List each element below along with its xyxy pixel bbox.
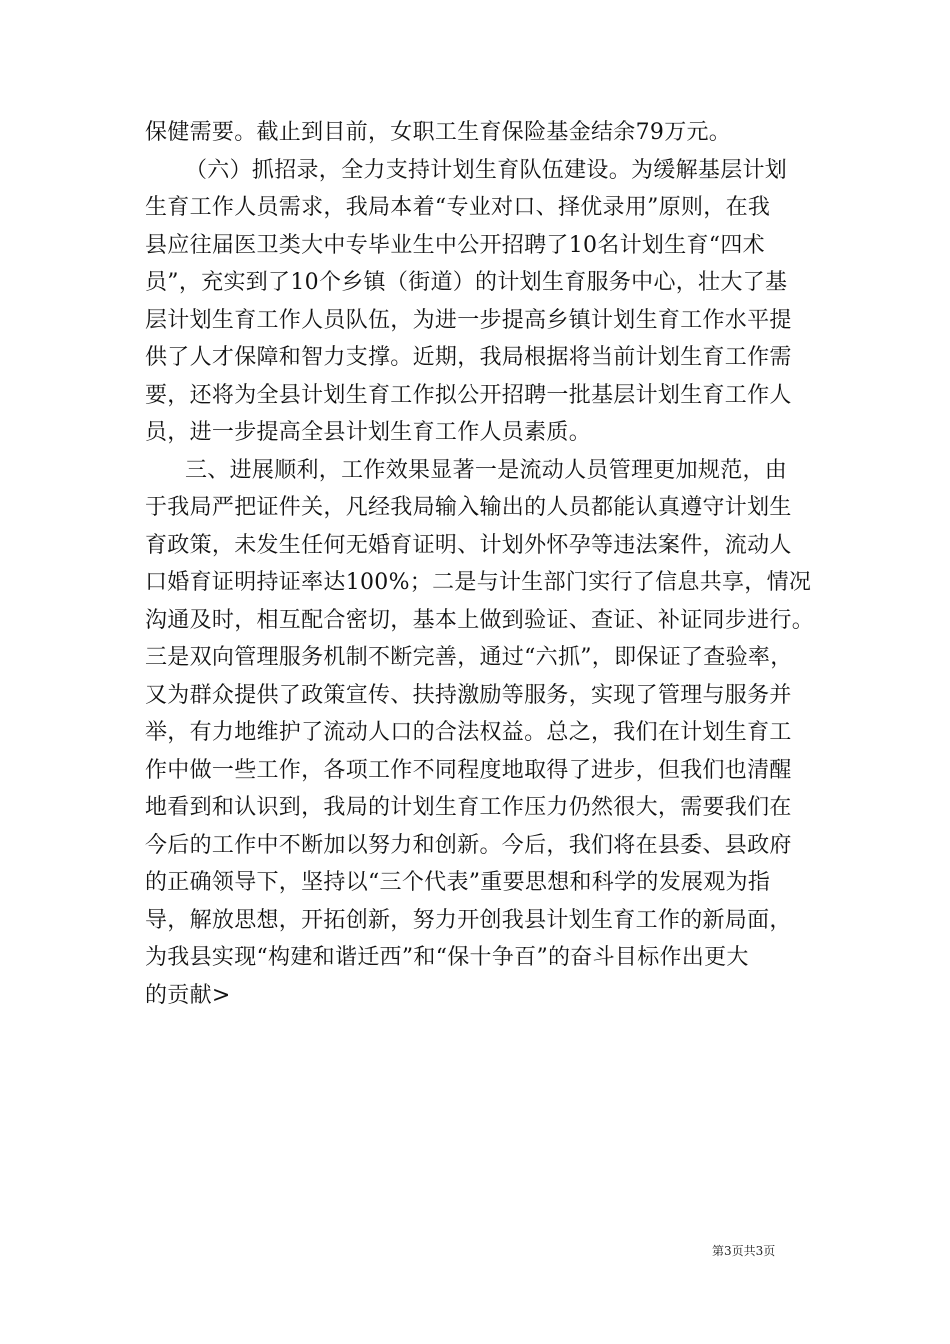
- text-line: 县应往届医卫类大中专毕业生中公开招聘了10名计划生育“四术: [145, 233, 765, 258]
- text-line: 口婚育证明持证率达100%；二是与计生部门实行了信息共享，情况: [145, 570, 812, 595]
- text-line: 沟通及时，相互配合密切，基本上做到验证、查证、补证同步进行。: [145, 608, 815, 633]
- text-line: 今后的工作中不断加以努力和创新。今后，我们将在县委、县政府: [145, 833, 792, 858]
- text-line: 举，有力地维护了流动人口的合法权益。总之，我们在计划生育工: [145, 720, 792, 745]
- text-line: 为我县实现“构建和谐迁西”和“保十争百”的奋斗目标作出更大: [145, 945, 749, 970]
- text-line: 层计划生育工作人员队伍，为进一步提高乡镇计划生育工作水平提: [145, 308, 792, 333]
- text-line: 要，还将为全县计划生育工作拟公开招聘一批基层计划生育工作人: [145, 383, 792, 408]
- text-line: 供了人才保障和智力支撑。近期，我局根据将当前计划生育工作需: [145, 345, 792, 370]
- text-line: 的贡献>: [145, 983, 231, 1008]
- text-line: 地看到和认识到，我局的计划生育工作压力仍然很大，需要我们在: [145, 795, 792, 820]
- text-line: 员”，充实到了10个乡镇（街道）的计划生育服务中心，壮大了基: [145, 270, 788, 295]
- text-line: （六）抓招录，全力支持计划生育队伍建设。为缓解基层计划: [185, 158, 788, 183]
- text-line: 又为群众提供了政策宣传、扶持激励等服务，实现了管理与服务并: [145, 683, 792, 708]
- text-line: 于我局严把证件关，凡经我局输入输出的人员都能认真遵守计划生: [145, 495, 792, 520]
- text-line: 三、进展顺利，工作效果显著一是流动人员管理更加规范，由: [185, 458, 788, 483]
- text-line: 作中做一些工作，各项工作不同程度地取得了进步，但我们也清醒: [145, 758, 792, 783]
- text-line: 员，进一步提高全县计划生育工作人员素质。: [145, 420, 592, 445]
- text-line: 导，解放思想，开拓创新，努力开创我县计划生育工作的新局面，: [145, 908, 792, 933]
- text-line: 育政策，未发生任何无婚育证明、计划外怀孕等违法案件，流动人: [145, 533, 792, 558]
- text-line: 生育工作人员需求，我局本着“专业对口、择优录用”原则，在我: [145, 195, 771, 220]
- text-line: 三是双向管理服务机制不断完善，通过“六抓”，即保证了查验率，: [145, 645, 793, 670]
- page-number: 第3页共3页: [712, 1244, 776, 1258]
- text-line: 保健需要。截止到目前，女职工生育保险基金结余79万元。: [145, 120, 732, 145]
- text-line: 的正确领导下，坚持以“三个代表”重要思想和科学的发展观为指: [145, 870, 771, 895]
